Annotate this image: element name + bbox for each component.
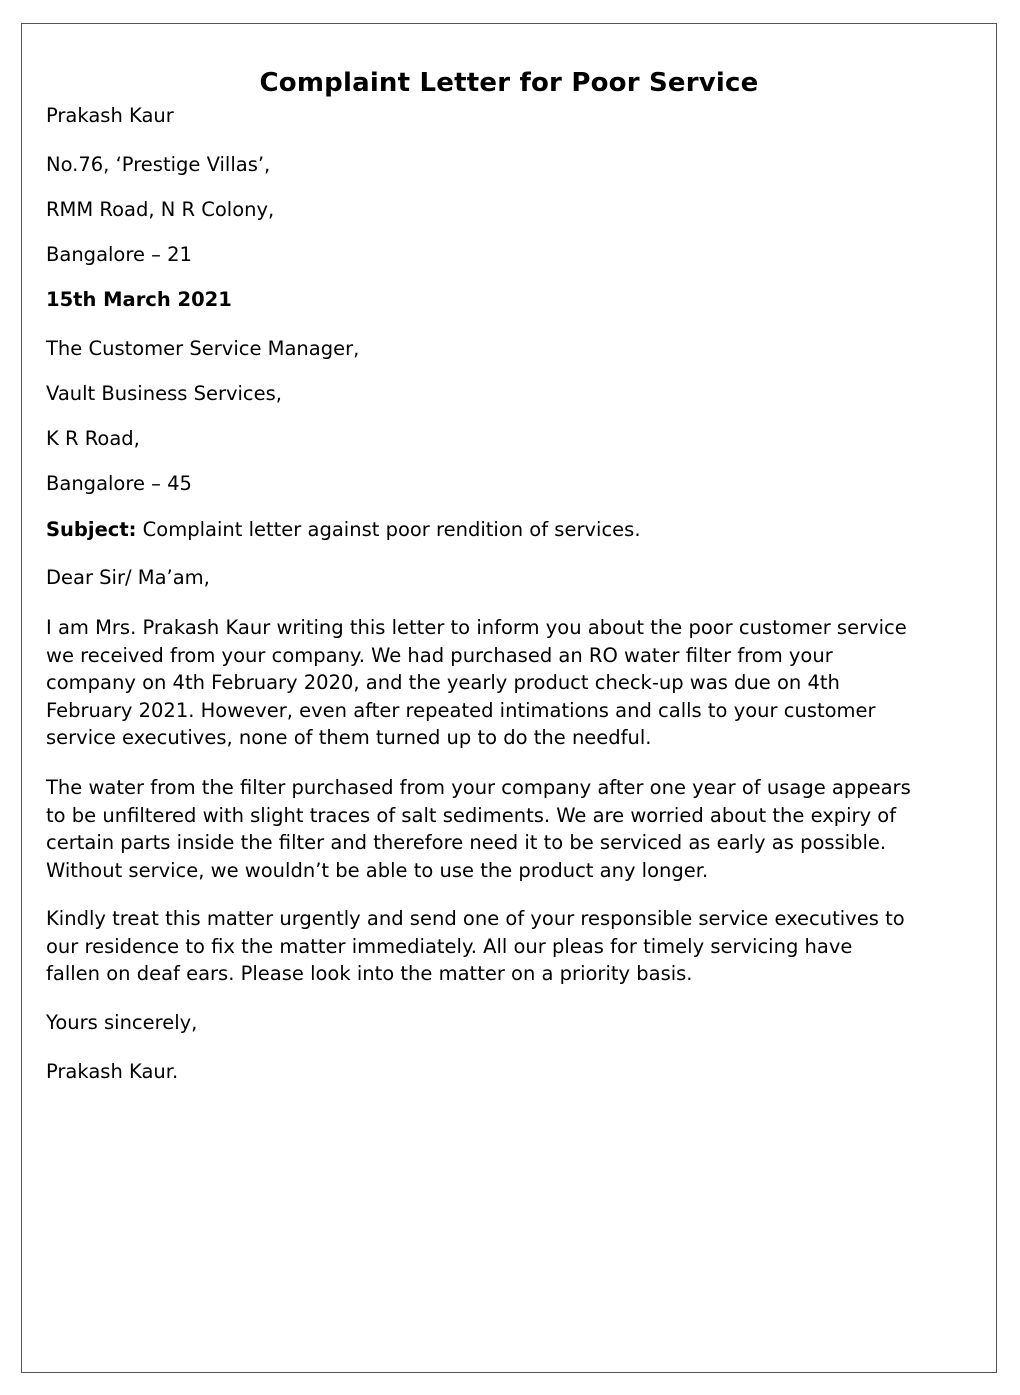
letter-page	[21, 23, 997, 1373]
subject-label: Subject:	[46, 518, 137, 541]
paragraph-line: to be unfiltered with slight traces of salt sediments. We are worried about the expiry of	[46, 803, 897, 827]
paragraph-line: February 2021. However, even after repeated intimations and calls to your customer	[46, 698, 876, 722]
body-paragraph-1	[46, 614, 986, 752]
paragraph-line: The water from the filter purchased from your company after one year of usage appears	[46, 776, 911, 799]
paragraph-line: service executives, none of them turned up to do the needful.	[46, 726, 652, 750]
paragraph-line: certain parts inside the filter and therefore need it to be serviced as early as possible.	[46, 831, 887, 855]
body-paragraph-2	[46, 774, 986, 884]
body-paragraph-3	[46, 905, 986, 988]
sender-address-line1: No.76, ‘Prestige Villas’,	[46, 153, 271, 176]
recipient-city: Bangalore – 45	[46, 472, 192, 495]
paragraph-line: Without service, we wouldn’t be able to use the product any longer.	[46, 858, 709, 882]
paragraph-line: our residence to fix the matter immediately. All our pleas for timely servicing have	[46, 934, 853, 958]
closing: Yours sincerely,	[46, 1011, 198, 1034]
page-title: Complaint Letter for Poor Service	[259, 68, 759, 98]
recipient-title: The Customer Service Manager,	[46, 337, 360, 360]
recipient-company: Vault Business Services,	[46, 382, 283, 405]
sender-address-line2: RMM Road, N R Colony,	[46, 198, 275, 221]
subject-line	[46, 516, 641, 544]
paragraph-line: company on 4th February 2020, and the yearly product check-up was due on 4th	[46, 671, 840, 695]
paragraph-line: I am Mrs. Prakash Kaur writing this letter to inform you about the poor customer service	[46, 616, 907, 639]
subject-text: Complaint letter against poor rendition of services.	[136, 518, 641, 541]
paragraph-line: Kindly treat this matter urgently and send one of your responsible service executives to	[46, 907, 905, 930]
paragraph-line: fallen on deaf ears. Please look into the matter on a priority basis.	[46, 962, 693, 986]
sender-address-line3: Bangalore – 21	[46, 243, 192, 266]
letter-date: 15th March 2021	[46, 288, 232, 311]
paragraph-line: we received from your company. We had purchased an RO water filter from your	[46, 643, 833, 667]
sender-name: Prakash Kaur	[46, 104, 174, 127]
signature: Prakash Kaur.	[46, 1060, 179, 1083]
recipient-street: K R Road,	[46, 427, 140, 450]
salutation: Dear Sir/ Ma’am,	[46, 566, 210, 589]
